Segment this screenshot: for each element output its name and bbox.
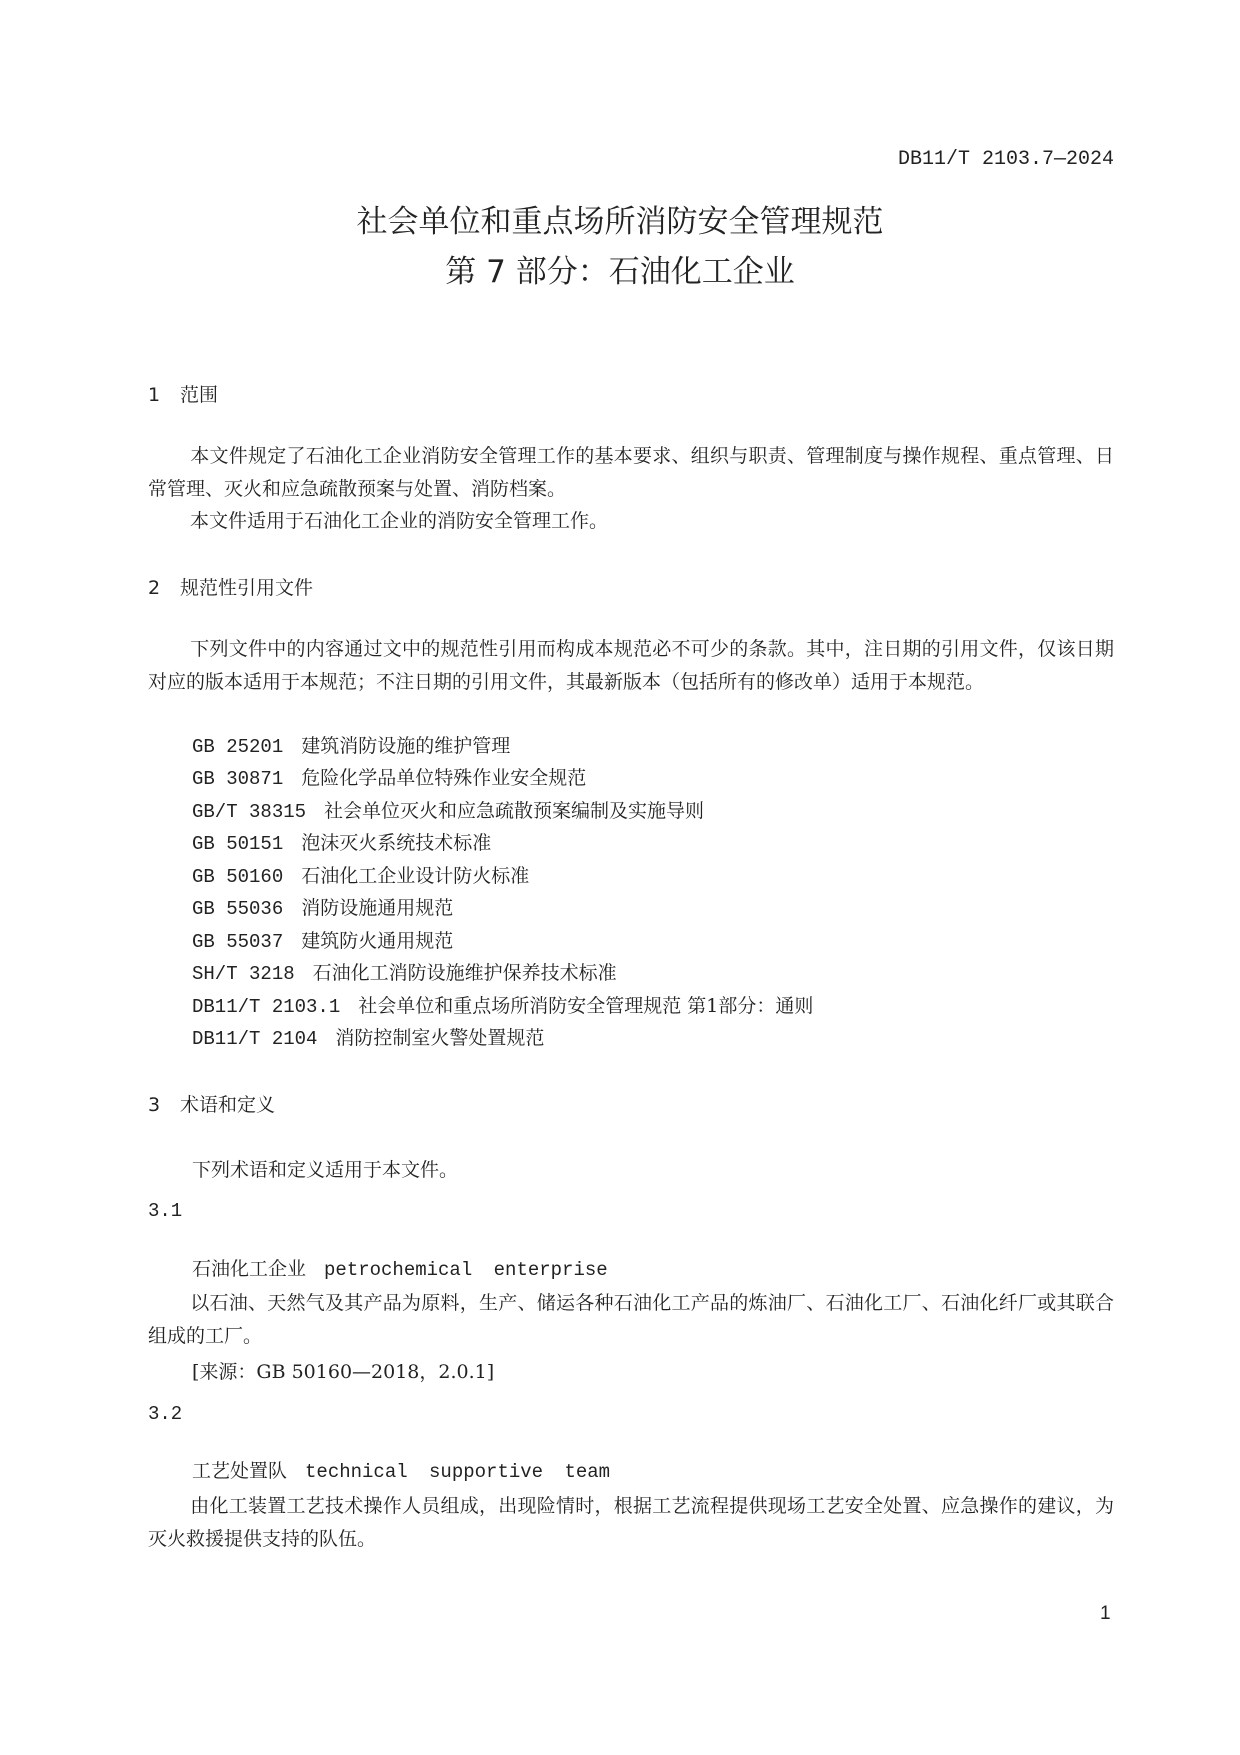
reference-item: GB 50160 石油化工企业设计防火标准 xyxy=(192,865,530,888)
document-subtitle: 第 7 部分：石油化工企业 xyxy=(445,254,795,290)
term-number: 3.1 xyxy=(148,1200,183,1222)
term-entry xyxy=(192,1456,610,1483)
term-en: petrochemical enterprise xyxy=(324,1259,608,1281)
term-definition: 以石油、天然气及其产品为原料，生产、储运各种石油化工产品的炼油厂、石油化工厂、石油化纤厂或其联合组成的工厂。 xyxy=(148,1292,1114,1347)
section-heading-scope xyxy=(148,380,218,407)
page-number: 1 xyxy=(1100,1603,1111,1624)
term-en: technical supportive team xyxy=(305,1461,611,1483)
reference-item: GB 25201 建筑消防设施的维护管理 xyxy=(192,735,511,758)
term-entry xyxy=(192,1254,608,1281)
reference-item: GB 55036 消防设施通用规范 xyxy=(192,897,454,920)
section-number: 2 xyxy=(148,577,161,599)
reference-item: GB 30871 危险化学品单位特殊作业安全规范 xyxy=(192,767,587,790)
reference-item: GB 55037 建筑防火通用规范 xyxy=(192,930,454,953)
document-title: 社会单位和重点场所消防安全管理规范 xyxy=(356,204,884,240)
applicability-paragraph: 本文件适用于石油化工企业的消防安全管理工作。 xyxy=(190,510,609,532)
section-title: 术语和定义 xyxy=(180,1094,276,1116)
section-heading-normative-references xyxy=(148,573,313,600)
section-title: 规范性引用文件 xyxy=(180,577,314,599)
reference-item: DB11/T 2104 消防控制室火警处置规范 xyxy=(192,1027,545,1050)
document-number: DB11/T 2103.7—2024 xyxy=(897,148,1114,171)
section-heading-terms-definitions xyxy=(148,1090,275,1117)
section-number: 3 xyxy=(148,1094,161,1116)
scope-paragraph: 本文件规定了石油化工企业消防安全管理工作的基本要求、组织与职责、管理制度与操作规程、重点管理、日常管理、灭火和应急疏散预案与处置、消防档案。 xyxy=(148,445,1114,500)
term-definition: 由化工装置工艺技术操作人员组成，出现险情时，根据工艺流程提供现场工艺安全处置、应急操作的建议，为灭火救援提供支持的队伍。 xyxy=(148,1495,1114,1550)
term-source: [来源：GB 50160—2018，2.0.1] xyxy=(192,1361,495,1383)
term-zh: 石油化工企业 xyxy=(192,1258,307,1280)
section-number: 1 xyxy=(148,384,161,406)
reference-item: DB11/T 2103.1 社会单位和重点场所消防安全管理规范 第1部分：通则 xyxy=(192,995,814,1018)
references-intro-paragraph: 下列文件中的内容通过文中的规范性引用而构成本规范必不可少的条款。其中，注日期的引用文件，仅该日期对应的版本适用于本规范；不注日期的引用文件，其最新版本（包括所有的修改单）适用于本规范。 xyxy=(148,638,1114,693)
term-number: 3.2 xyxy=(148,1403,183,1425)
reference-item: GB 50151 泡沫灭火系统技术标准 xyxy=(192,832,492,855)
terms-intro: 下列术语和定义适用于本文件。 xyxy=(192,1159,459,1181)
reference-item: SH/T 3218 石油化工消防设施维护保养技术标准 xyxy=(192,962,617,985)
term-zh: 工艺处置队 xyxy=(192,1460,288,1482)
reference-item: GB/T 38315 社会单位灭火和应急疏散预案编制及实施导则 xyxy=(192,800,705,823)
section-title: 范围 xyxy=(180,384,219,406)
